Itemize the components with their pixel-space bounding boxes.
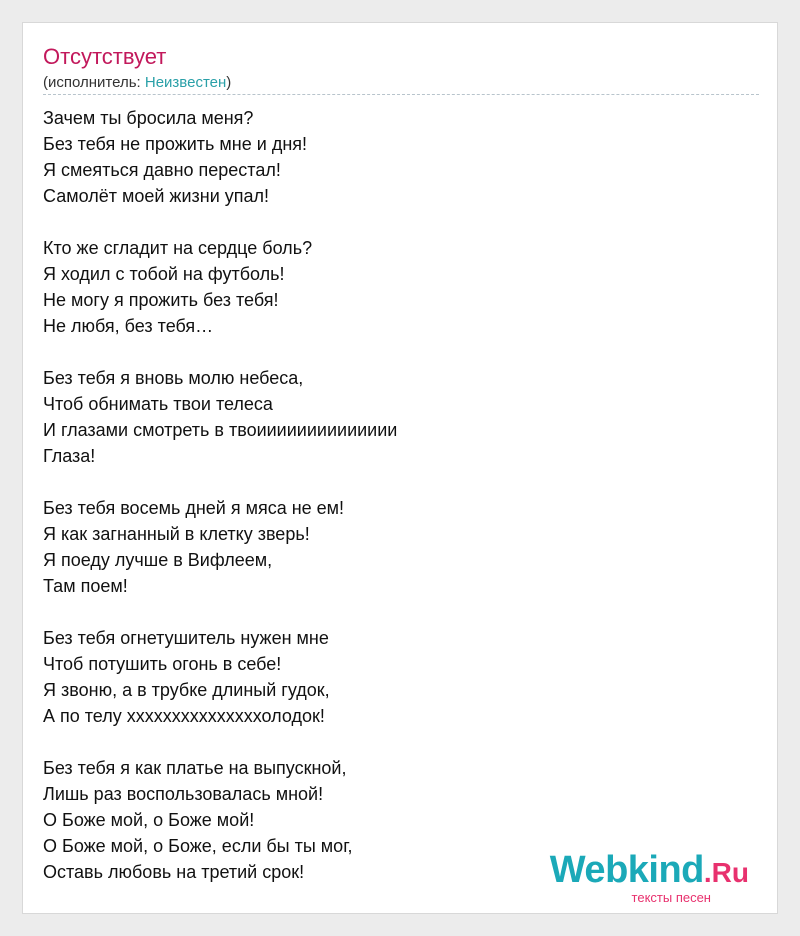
artist-suffix: ) <box>226 74 232 91</box>
lyrics-line: Чтоб потушить огонь в себе! <box>43 654 282 674</box>
lyrics-line: Оставь любовь на третий срок! <box>43 862 305 882</box>
lyrics-line: Не любя, без тебя… <box>43 316 214 336</box>
lyrics-line: Я ходил с тобой на футболь! <box>43 264 285 284</box>
lyrics-line: Без тебя я как платье на выпускной, <box>43 758 347 778</box>
lyrics-line: И глазами смотреть в твоииииииииииииии <box>43 420 398 440</box>
lyrics-line: А по телу хххххххххххххххолодок! <box>43 706 325 726</box>
lyrics-card <box>22 22 778 914</box>
lyrics-line: Там поем! <box>43 576 128 596</box>
artist-line <box>43 73 231 93</box>
lyrics-line: Кто же сгладит на сердце боль? <box>43 238 313 258</box>
lyrics-line: Без тебя восемь дней я мяса не ем! <box>43 498 345 518</box>
artist-prefix: (исполнитель: <box>43 74 145 91</box>
lyrics-stanza <box>43 105 759 209</box>
logo-tagline: тексты песен <box>631 890 711 905</box>
lyrics-line: Без тебя не прожить мне и дня! <box>43 134 308 154</box>
lyrics-line: Самолёт моей жизни упал! <box>43 186 270 206</box>
lyrics-line: Не могу я прожить без тебя! <box>43 290 279 310</box>
lyrics-line: О Боже мой, о Боже мой! <box>43 810 255 830</box>
logo-brand: Webkind <box>549 849 704 891</box>
lyrics-stanza <box>43 235 759 339</box>
lyrics-line: Глаза! <box>43 446 96 466</box>
lyrics-body <box>43 105 759 885</box>
lyrics-line: Без тебя я вновь молю небеса, <box>43 368 304 388</box>
lyrics-line: Без тебя огнетушитель нужен мне <box>43 628 329 648</box>
lyrics-stanza <box>43 365 759 469</box>
song-title: Отсутствует <box>43 44 167 69</box>
lyrics-line: Я звоню, а в трубке длиный гудок, <box>43 680 330 700</box>
lyrics-line: Зачем ты бросила меня? <box>43 108 254 128</box>
lyrics-stanza <box>43 495 759 599</box>
divider <box>43 94 759 95</box>
lyrics-line: Я как загнанный в клетку зверь! <box>43 524 310 544</box>
lyrics-line: Чтоб обнимать твои телеса <box>43 394 273 414</box>
artist-link[interactable]: Неизвестен <box>144 74 227 91</box>
logo-tld: .Ru <box>703 857 749 888</box>
lyrics-line: Я смеяться давно перестал! <box>43 160 281 180</box>
lyrics-line: Лишь раз воспользовалась мной! <box>43 784 324 804</box>
site-logo[interactable] <box>549 849 749 905</box>
lyrics-line: О Боже мой, о Боже, если бы ты мог, <box>43 836 353 856</box>
lyrics-line: Я поеду лучше в Вифлеем, <box>43 550 273 570</box>
lyrics-stanza <box>43 625 759 729</box>
